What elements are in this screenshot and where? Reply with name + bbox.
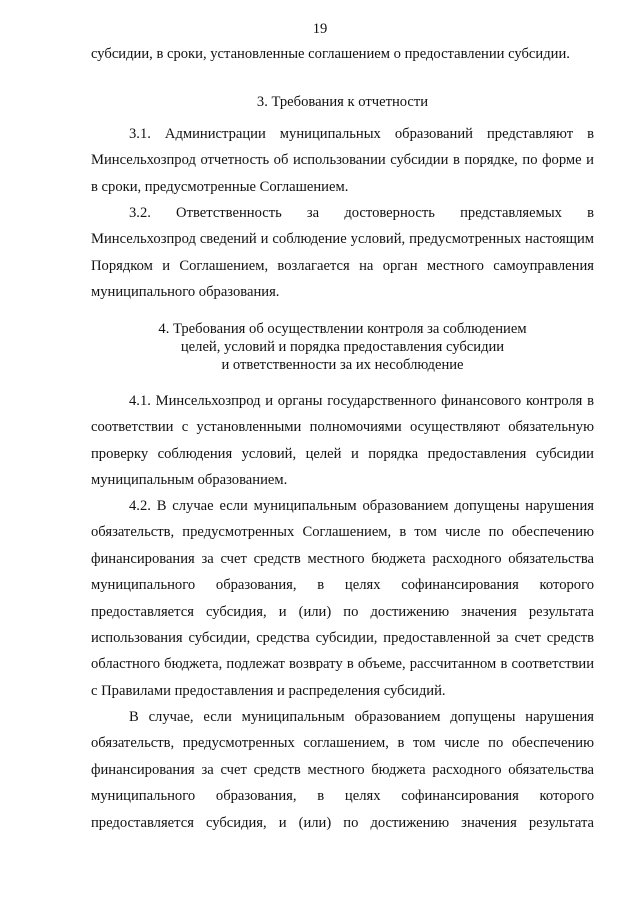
page-number: 19 <box>312 21 328 37</box>
section-4-heading-line-3: и ответственности за их несоблюдение <box>221 357 464 373</box>
section-4-heading-line-2: целей, условий и порядка предоставления субсидии <box>180 339 505 355</box>
continuation-paragraph: субсидии, в сроки, установленные соглашением о предоставлении субсидии. <box>91 46 570 62</box>
paragraph-3-2: 3.2. Ответственность за достоверность представляемых в Минсельхозпрод сведений и соблюдение условий, предусмотренных настоящим Порядком и Соглашением, возлагается на орган местного самоуправления муниципального образования. <box>91 205 594 301</box>
paragraph-4-2: 4.2. В случае если муниципальным образованием допущены нарушения обязательств, предусмотренных Соглашением, в том числе по обеспечению финансирования за счет средств местного бюджета расходного обязательства муниципального образования, в целях софинансирования которого предоставляется субсидия, и (или) по достижению значения результата использования субсидии, средства субсидии, предоставленной за счет средств областного бюджета, подлежат возврату в объеме, рассчитанном в соответствии с Правилами предоставления и распределения субсидий. <box>91 498 594 699</box>
section-4-heading-line-1: 4. Требования об осуществлении контроля за соблюдением <box>158 321 527 337</box>
section-3-heading: 3. Требования к отчетности <box>256 94 429 110</box>
paragraph-3-1: 3.1. Администрации муниципальных образований представляют в Минсельхозпрод отчетность об использовании субсидии в порядке, по форме и в сроки, предусмотренные Соглашением. <box>91 126 594 195</box>
paragraph-4-1: 4.1. Минсельхозпрод и органы государственного финансового контроля в соответствии с установленными полномочиями осуществляют обязательную проверку соблюдения условий, целей и порядка предоставления субсидии муниципальным образованием. <box>91 393 594 489</box>
paragraph-4-3: В случае, если муниципальным образованием допущены нарушения обязательств, предусмотренных соглашением, в том числе по обеспечению финансирования за счет средств местного бюджета расходного обязательства муниципального образования, в целях софинансирования которого предоставляется субсидия, и (или) по достижению значения результата <box>91 709 594 831</box>
